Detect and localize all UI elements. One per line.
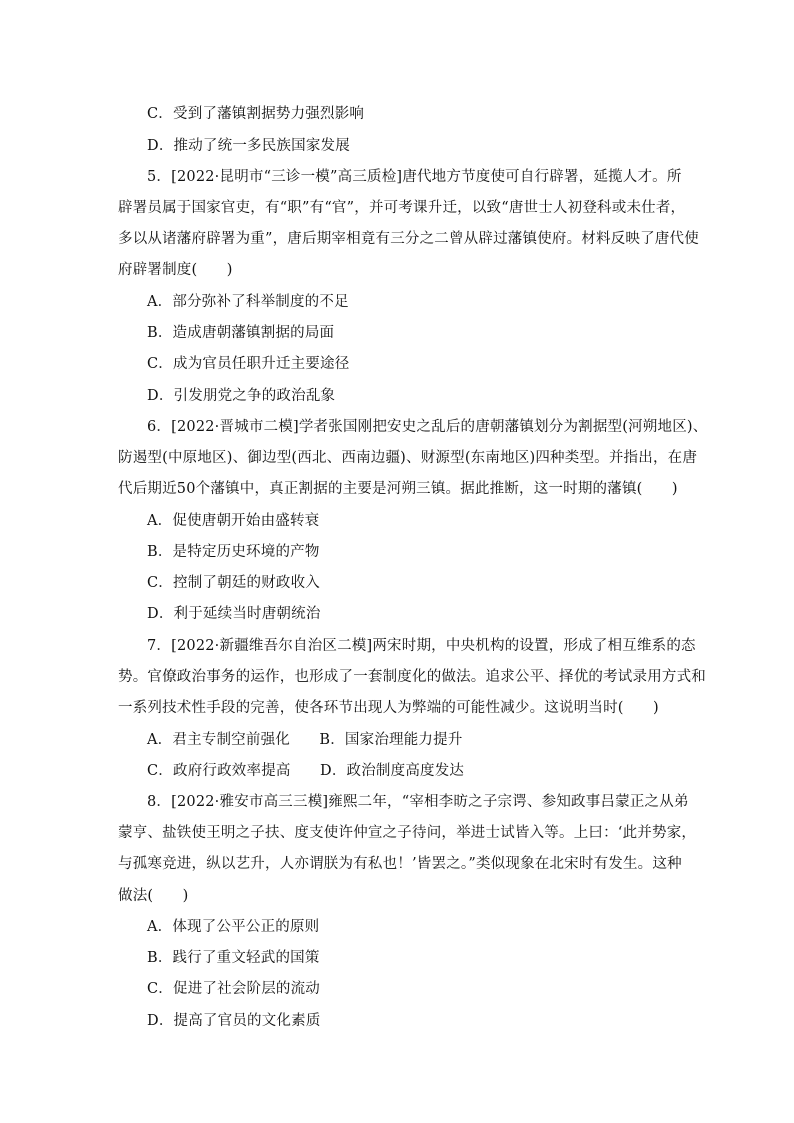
q6-option-d: D．利于延续当时唐朝统治: [147, 606, 321, 622]
q7-options-cd: C．政府行政效率提高 D．政治制度高度发达: [147, 763, 465, 779]
q6-stem-line-2: 防遏型(中原地区)、御边型(西北、西南边疆)、财源型(东南地区)四种类型。并指出，在唐: [118, 450, 698, 466]
q8-stem-line-2: 蒙亨、盐铁使王明之子扶、度支使许仲宣之子待问，举进士试皆入等。上曰：‘此并势家，: [118, 825, 697, 841]
q5-stem-line-1: 5．[2022·昆明市“三诊一模”高三质检]唐代地方节度使可自行辟署，延揽人才。所: [147, 169, 682, 185]
q8-option-d: D．提高了官员的文化素质: [147, 1013, 321, 1029]
q6-option-c: C．控制了朝廷的财政收入: [147, 575, 320, 591]
q8-stem-line-3: 与孤寒竞进，纵以艺升，人亦谓朕为有私也！’皆罢之。”类似现象在北宋时有发生。这种: [118, 856, 682, 872]
q4-option-d: D．推动了统一多民族国家发展: [147, 138, 350, 154]
q8-option-b: B．践行了重文轻武的国策: [147, 950, 320, 966]
q5-option-d: D．引发朋党之争的政治乱象: [147, 388, 336, 404]
q8-option-c: C．促进了社会阶层的流动: [147, 981, 320, 997]
q6-stem-line-1: 6．[2022·晋城市二模]学者张国刚把安史之乱后的唐朝藩镇划分为割据型(河朔地区)、: [147, 419, 708, 435]
q6-option-a: A．促使唐朝开始由盛转衰: [147, 513, 320, 529]
q8-stem-line-1: 8．[2022·雅安市高三三模]雍熙二年，“宰相李昉之子宗谔、参知政事吕蒙正之从弟: [147, 794, 689, 810]
q5-stem-line-2: 辟署员属于国家官吏，有“职”有“官”，并可考课升迁，以致“唐世士人初登科或未仕者，: [118, 200, 686, 216]
q5-option-c: C．成为官员任职升迁主要途径: [147, 356, 350, 372]
q5-option-b: B．造成唐朝藩镇割据的局面: [147, 325, 335, 341]
q5-stem-line-3: 多以从诸藩府辟署为重”，唐后期宰相竟有三分之二曾从辟过藩镇使府。材料反映了唐代使: [118, 231, 699, 247]
q5-stem-line-4: 府辟署制度( ): [118, 262, 233, 278]
q5-option-a: A．部分弥补了科举制度的不足: [147, 294, 349, 310]
q6-stem-line-3: 代后期近50个藩镇中，真正割据的主要是河朔三镇。据此推断，这一时期的藩镇( ): [118, 481, 678, 497]
q8-stem-line-4: 做法( ): [118, 888, 189, 904]
q8-option-a: A．体现了公平公正的原则: [147, 919, 320, 935]
q6-option-b: B．是特定历史环境的产物: [147, 544, 320, 560]
q7-stem-line-2: 势。官僚政治事务的运作，也形成了一套制度化的做法。追求公平、择优的考试录用方式和: [118, 669, 706, 685]
q7-stem-line-3: 一系列技术性手段的完善，使各环节出现人为弊端的可能性减少。这说明当时( ): [118, 700, 659, 716]
q7-stem-line-1: 7．[2022·新疆维吾尔自治区二模]两宋时期，中央机构的设置，形成了相互维系的态: [147, 638, 696, 654]
q4-option-c: C．受到了藩镇割据势力强烈影响: [147, 106, 365, 122]
q7-options-ab: A．君主专制空前强化 B．国家治理能力提升: [147, 732, 463, 748]
